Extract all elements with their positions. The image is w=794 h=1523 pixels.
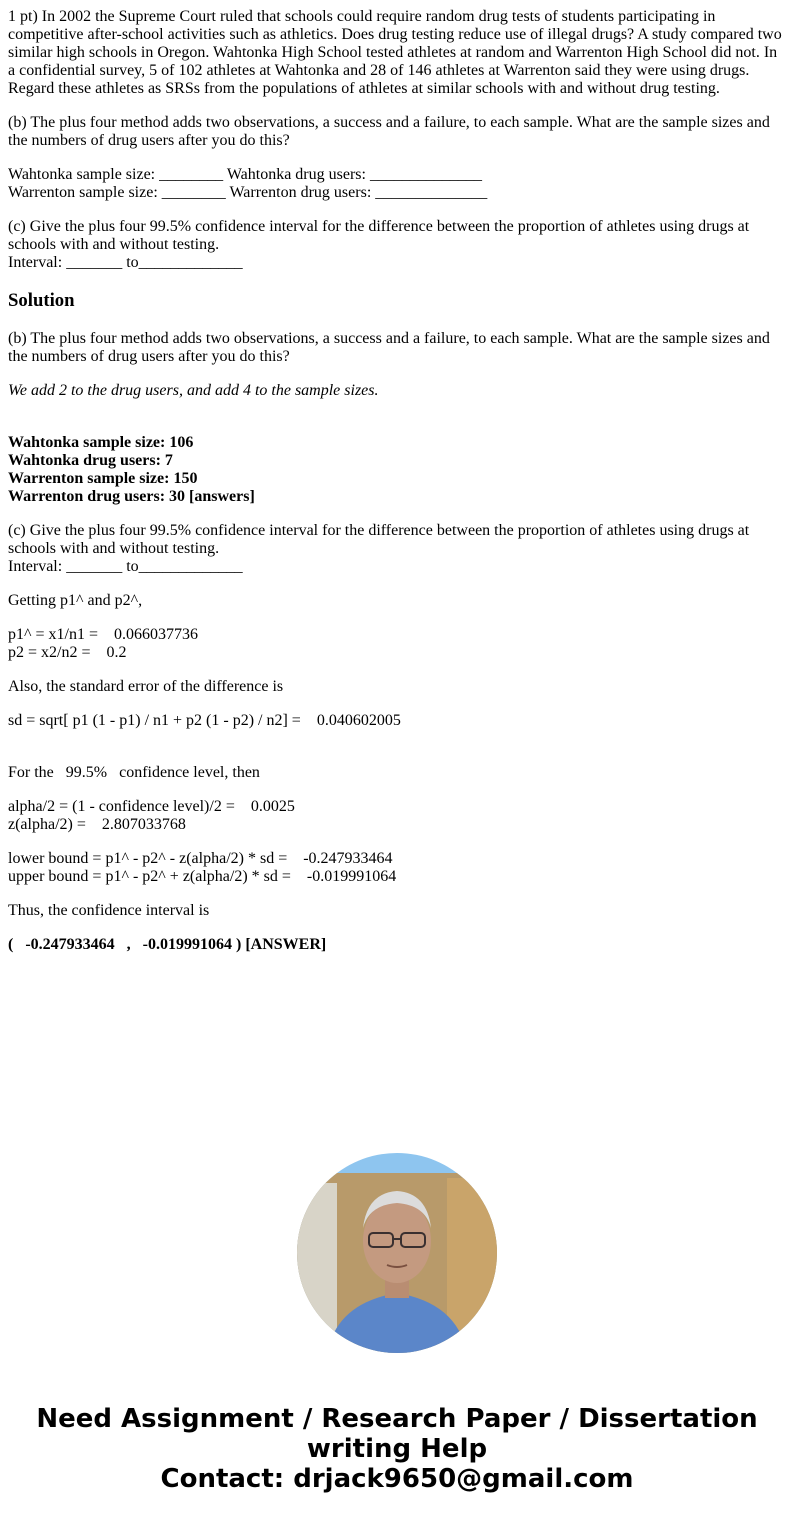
answer-warrenton-size: Warrenton sample size: 150 [8,470,198,487]
lower-bound: lower bound = p1^ - p2^ - z(alpha/2) * sd = -0.247933464 [8,850,393,867]
question-part-b: (b) The plus four method adds two observations, a success and a failure, to each sample. What are the sample sizes and the numbers of drug users after you do this? [8,114,770,149]
question-part-c [8,218,786,272]
footer-ad [0,1404,794,1494]
solution-part-c-text: (c) Give the plus four 99.5% confidence interval for the difference between the proportion of athletes using drugs at schools with and without testing. [8,522,750,557]
solution-answers [8,434,786,506]
getting-p-hats: Getting p1^ and p2^, [8,592,143,609]
photo-face [363,1199,431,1283]
page-content [8,8,786,970]
p2-hat: p2 = x2/n2 = 0.2 [8,644,127,661]
solution-heading: Solution [8,290,75,311]
author-photo-svg [297,1153,497,1353]
question-blanks [8,166,786,202]
confidence-level: For the 99.5% confidence level, then [8,764,260,781]
alpha-half: alpha/2 = (1 - confidence level)/2 = 0.0025 [8,798,295,815]
question-intro: 1 pt) In 2002 the Supreme Court ruled that schools could require random drug tests of students participating in competitive after-school activities such as athletics. Does drug testing reduce use of illegal drugs? A study compared two similar high schools in Oregon. Wahtonka High School tested athletes at random and Warrenton High School did not. In a confidential survey, 5 of 102 athletes at Wahtonka and 28 of 146 athletes at Warrenton said they were using drugs. Regard these athletes as SRSs from the populations of athletes at similar schools with and without drug testing. [8,8,782,97]
thus-text: Thus, the confidence interval is [8,902,210,919]
answer-warrenton-users: Warrenton drug users: 30 [answers] [8,488,255,505]
footer-contact: Contact: drjack9650@gmail.com [160,1464,634,1494]
solution-part-c [8,522,786,576]
footer-line-1: Need Assignment / Research Paper / Dissertation [36,1404,758,1434]
solution-interval-blank: Interval: _______ to_____________ [8,558,243,575]
bounds [8,850,786,886]
author-photo-icon [297,1153,497,1353]
solution-part-b: (b) The plus four method adds two observations, a success and a failure, to each sample. What are the sample sizes and the numbers of drug users after you do this? [8,330,770,365]
question-interval-blank: Interval: _______ to_____________ [8,254,243,271]
blank-line-warrenton: Warrenton sample size: ________ Warrenton drug users: ______________ [8,184,488,201]
p1-hat: p1^ = x1/n1 = 0.066037736 [8,626,198,643]
footer-line-2: writing Help [306,1434,488,1464]
spacer [8,416,786,434]
question-part-c-text: (c) Give the plus four 99.5% confidence interval for the difference between the proportion of athletes using drugs at schools with and without testing. [8,218,750,253]
z-value: z(alpha/2) = 2.807033768 [8,816,186,833]
standard-error: sd = sqrt[ p1 (1 - p1) / n1 + p2 (1 - p2) / n2] = 0.040602005 [8,712,401,729]
p-hat-values [8,626,786,662]
blank-line-wahtonka: Wahtonka sample size: ________ Wahtonka drug users: ______________ [8,166,482,183]
spacer [8,746,786,764]
photo-door [297,1183,337,1353]
se-intro: Also, the standard error of the difference is [8,678,284,695]
upper-bound: upper bound = p1^ - p2^ + z(alpha/2) * sd = -0.019991064 [8,868,397,885]
answer-wahtonka-size: Wahtonka sample size: 106 [8,434,194,451]
final-answer: ( -0.247933464 , -0.019991064 ) [ANSWER] [8,936,327,953]
solution-note: We add 2 to the drug users, and add 4 to the sample sizes. [8,382,379,399]
answer-wahtonka-users: Wahtonka drug users: 7 [8,452,173,469]
alpha-z-values [8,798,786,834]
